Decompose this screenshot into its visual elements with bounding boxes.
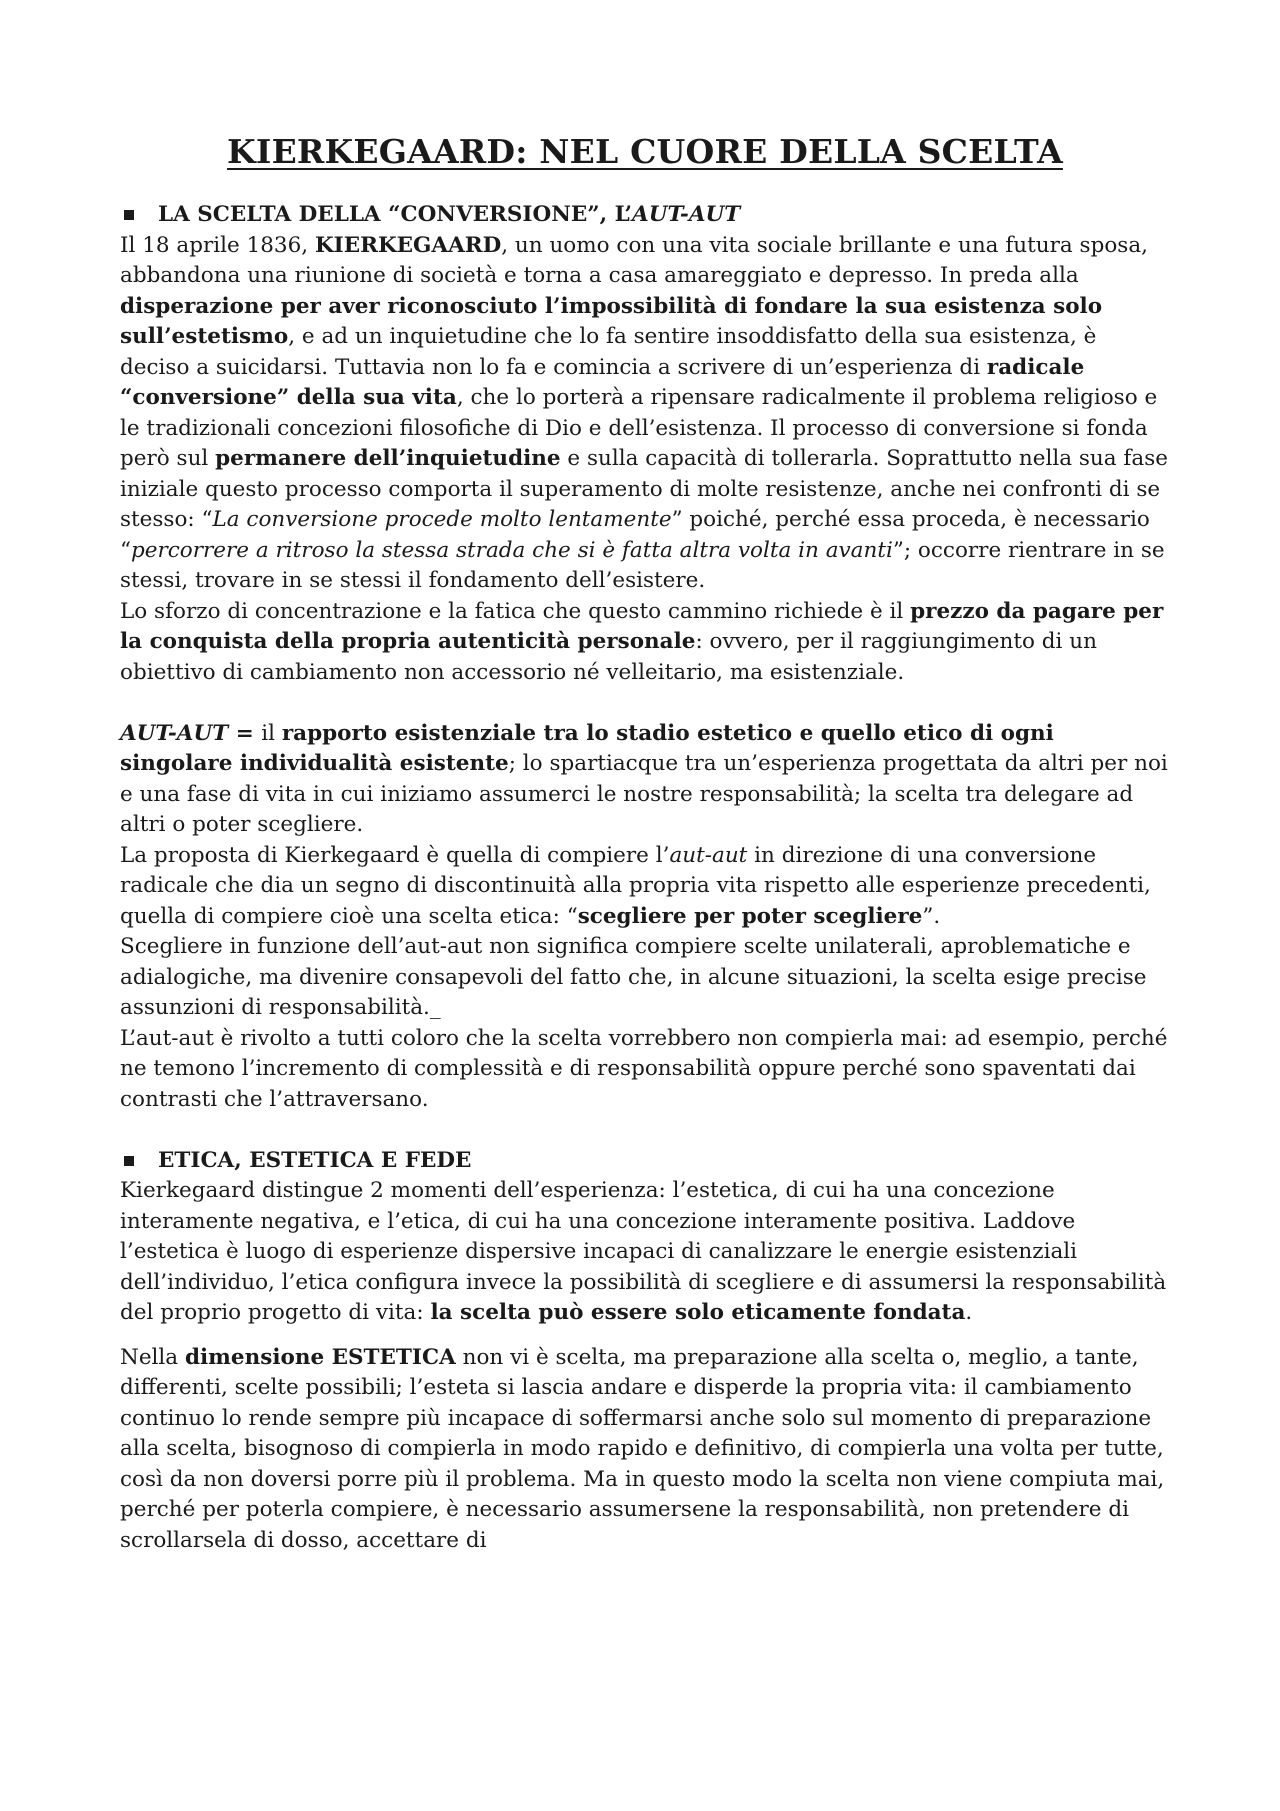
document-page: [120, 132, 1170, 1556]
paragraph-conversione: Il 18 aprile 1836, KIERKEGAARD, un uomo con una vita sociale brillante e una futura sposa, abbandona una riunione di società e torna a casa amareggiato e depresso. In preda alla disperazione per aver riconosciuto l’impossibilità di fondare la sua esistenza solo sull’estetismo, e ad un inquietudine che lo fa sentire insoddisfatto della sua esistenza, è deciso a suicidarsi. Tuttavia non lo fa e comincia a scrivere di un’esperienza di radicale “conversione” della sua vita, che lo porterà a ripensare radicalmente il problema religioso e le tradizionali concezioni filosofiche di Dio e dell’esistenza. Il processo di conversione si fonda però sul permanere dell’inquietudine e sulla capacità di tollerarla. Soprattutto nella sua fase iniziale questo processo comporta il superamento di molte resistenze, anche nei confronti di se stesso: “La conversione procede molto lentamente” poiché, perché essa proceda, è necessario “percorrere a ritroso la stessa strada che si è fatta altra volta in avanti”; occorre rientrare in se stessi, trovare in se stessi il fondamento dell’esistere.: [120, 232, 1168, 593]
paragraph-scegliere: Scegliere in funzione dell’aut-aut non significa compiere scelte unilaterali, aproblematiche e adialogiche, ma divenire consapevoli del fatto che, in alcune situazioni, la scelta esige precise assunzioni di responsabilità._: [120, 934, 1147, 1020]
paragraph-momenti: Kierkegaard distingue 2 momenti dell’esperienza: l’estetica, di cui ha una concezione interamente negativa, e l’etica, di cui ha una concezione interamente positiva. Laddove l’estetica è luogo di esperienze dispersive incapaci di canalizzare le energie esistenziali dell’individuo, l’etica configura invece la possibilità di scegliere e di assumersi la responsabilità del proprio progetto di vita: la scelta può essere solo eticamente fondata.: [120, 1178, 1167, 1325]
paragraph-dimensione-estetica: Nella dimensione ESTETICA non vi è scelta, ma preparazione alla scelta o, meglio, a tante, differenti, scelte possibili; l’esteta si lascia andare e disperde la propria vita: il cambiamento continuo lo rende sempre più incapace di soffermarsi anche solo sul momento di preparazione alla scelta, bisognoso di compierla in modo rapido e definitivo, di compierla una volta per tutte, così da non doversi porre più il problema. Ma in questo modo la scelta non viene compiuta mai, perché per poterla compiere, è necessario assumersene la responsabilità, non pretendere di scrollarsela di dosso, accettare di: [120, 1344, 1165, 1553]
section-heading-text: ETICA, ESTETICA E FEDE: [158, 1147, 472, 1173]
section-heading-scelta: [120, 200, 1170, 231]
square-bullet-icon: [124, 1156, 134, 1166]
paragraph-proposta: La proposta di Kierkegaard è quella di compiere l’aut-aut in direzione di una conversione radicale che dia un segno di discontinuità alla propria vita rispetto alle esperienze precedenti, quella di compiere cioè una scelta etica: “scegliere per poter scegliere”.: [120, 842, 1151, 929]
spacer: [120, 1115, 1170, 1146]
paragraph-aut-aut-definition: AUT-AUT = il rapporto esistenziale tra lo stadio estetico e quello etico di ogni singolare individualità esistente; lo spartiacque tra un’esperienza progettata da altri per noi e una fase di vita in cui iniziamo assumerci le nostre responsabilità; la scelta tra delegare ad altri o poter scegliere.: [120, 720, 1168, 837]
section-heading-etica: [120, 1146, 1170, 1177]
document-title: KIERKEGAARD: NEL CUORE DELLA SCELTA: [227, 132, 1063, 171]
paragraph-rivolto: L’aut-aut è rivolto a tutti coloro che la scelta vorrebbero non compierla mai: ad esempio, perché ne temono l’incremento di complessità e di responsabilità oppure perché sono spaventati dai contrasti che l’attraversano.: [120, 1025, 1168, 1112]
paragraph-sforzo: Lo sforzo di concentrazione e la fatica che questo cammino richiede è il prezzo da pagare per la conquista della propria autenticità personale: ovvero, per il raggiungimento di un obiettivo di cambiamento non accessorio né velleitario, ma esistenziale.: [120, 598, 1164, 685]
spacer: [120, 1329, 1170, 1343]
section-heading-text: LA SCELTA DELLA “CONVERSIONE”, L’AUT-AUT: [158, 202, 741, 227]
spacer: [120, 688, 1170, 719]
square-bullet-icon: [124, 210, 134, 220]
